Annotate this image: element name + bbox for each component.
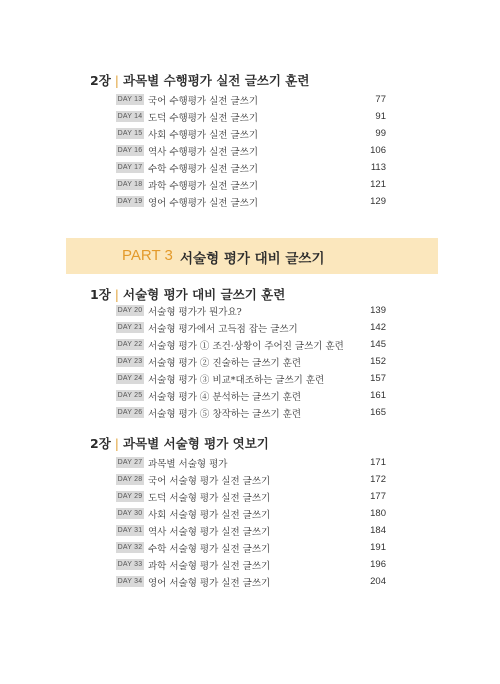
page-number: 77 <box>375 94 386 105</box>
day-badge: DAY 15 <box>117 130 143 137</box>
page-number: 184 <box>370 525 386 536</box>
toc-entry <box>116 108 386 125</box>
toc-entry <box>116 556 386 573</box>
toc-entry <box>116 302 386 319</box>
entry-title: 사회 서술형 평가 실전 글쓰기 <box>148 509 271 521</box>
toc-entry <box>116 471 386 488</box>
toc-entry <box>116 404 386 421</box>
entry-title: 과학 서술형 평가 실전 글쓰기 <box>148 560 271 572</box>
day-badge: DAY 18 <box>117 181 143 188</box>
page-number: 177 <box>370 491 386 502</box>
day-badge: DAY 14 <box>117 113 143 120</box>
day-badge: DAY 33 <box>117 561 143 568</box>
toc-entry <box>116 522 386 539</box>
entry-title: 과목별 서술형 평가 <box>148 458 228 470</box>
day-badge: DAY 23 <box>117 358 143 365</box>
chapter-title: 과목별 서술형 평가 엿보기 <box>123 436 269 451</box>
chapter-heading <box>90 434 269 454</box>
chapter-heading <box>90 71 309 91</box>
day-badge: DAY 27 <box>117 459 143 466</box>
toc-entry <box>116 193 386 210</box>
toc-entry <box>116 142 386 159</box>
entry-title: 서술형 평가 ① 조건·상황이 주어진 글쓰기 훈련 <box>148 340 344 352</box>
toc-entry <box>116 387 386 404</box>
day-badge: DAY 24 <box>117 375 143 382</box>
toc-entry <box>116 176 386 193</box>
day-badge: DAY 25 <box>117 392 143 399</box>
page-number: 171 <box>370 457 386 468</box>
entry-title: 서술형 평가 ④ 분석하는 글쓰기 훈련 <box>148 391 302 403</box>
entry-title: 서술형 평가 ② 진술하는 글쓰기 훈련 <box>148 357 302 369</box>
part-label: PART 3 <box>122 247 173 264</box>
entry-title: 서술형 평가가 뭔가요? <box>148 306 242 318</box>
entry-title: 서술형 평가 ③ 비교*대조하는 글쓰기 훈련 <box>148 374 325 386</box>
page-number: 106 <box>370 145 386 156</box>
page-number: 129 <box>370 196 386 207</box>
toc-entry <box>116 505 386 522</box>
chapter-number: 2장 <box>90 73 111 88</box>
part-title: 서술형 평가 대비 글쓰기 <box>180 251 325 267</box>
entry-title: 도덕 서술형 평가 실전 글쓰기 <box>148 492 271 504</box>
entry-title: 과학 수행평가 실전 글쓰기 <box>148 180 259 192</box>
page-number: 121 <box>370 179 386 190</box>
entry-title: 역사 서술형 평가 실전 글쓰기 <box>148 526 271 538</box>
page-number: 142 <box>370 322 386 333</box>
entry-title: 영어 서술형 평가 실전 글쓰기 <box>148 577 271 589</box>
entry-title: 수학 수행평가 실전 글쓰기 <box>148 163 259 175</box>
day-badge: DAY 21 <box>117 324 143 331</box>
day-badge: DAY 29 <box>117 493 143 500</box>
day-badge: DAY 32 <box>117 544 143 551</box>
entry-title: 영어 수행평가 실전 글쓰기 <box>148 197 259 209</box>
page-number: 139 <box>370 305 386 316</box>
toc-entry <box>116 336 386 353</box>
page-number: 165 <box>370 407 386 418</box>
day-badge: DAY 19 <box>117 198 143 205</box>
toc-entry <box>116 91 386 108</box>
page-number: 180 <box>370 508 386 519</box>
toc-list <box>116 454 386 590</box>
page-number: 191 <box>370 542 386 553</box>
toc-entry <box>116 539 386 556</box>
entry-title: 서술형 평가 ⑤ 창작하는 글쓰기 훈련 <box>148 408 302 420</box>
entry-title: 역사 수행평가 실전 글쓰기 <box>148 146 259 158</box>
toc-entry <box>116 573 386 590</box>
day-badge: DAY 28 <box>117 476 143 483</box>
divider: | <box>114 436 119 451</box>
toc-entry <box>116 319 386 336</box>
chapter-title: 서술형 평가 대비 글쓰기 훈련 <box>123 287 286 302</box>
toc-entry <box>116 125 386 142</box>
toc-entry <box>116 370 386 387</box>
day-badge: DAY 13 <box>117 96 143 103</box>
page-number: 145 <box>370 339 386 350</box>
toc-list <box>116 91 386 210</box>
divider: | <box>114 287 119 302</box>
page-number: 172 <box>370 474 386 485</box>
toc-entry <box>116 454 386 471</box>
day-badge: DAY 30 <box>117 510 143 517</box>
day-badge: DAY 16 <box>117 147 143 154</box>
day-badge: DAY 22 <box>117 341 143 348</box>
chapter-number: 1장 <box>90 287 111 302</box>
divider: | <box>114 73 119 88</box>
toc-entry <box>116 353 386 370</box>
page-number: 152 <box>370 356 386 367</box>
page-number: 99 <box>375 128 386 139</box>
day-badge: DAY 34 <box>117 578 143 585</box>
day-badge: DAY 26 <box>117 409 143 416</box>
part-banner <box>66 238 438 274</box>
entry-title: 수학 서술형 평가 실전 글쓰기 <box>148 543 271 555</box>
day-badge: DAY 20 <box>117 307 143 314</box>
day-badge: DAY 17 <box>117 164 143 171</box>
entry-title: 국어 서술형 평가 실전 글쓰기 <box>148 475 271 487</box>
page-number: 204 <box>370 576 386 587</box>
entry-title: 사회 수행평가 실전 글쓰기 <box>148 129 259 141</box>
toc-entry <box>116 488 386 505</box>
toc-entry <box>116 159 386 176</box>
entry-title: 도덕 수행평가 실전 글쓰기 <box>148 112 259 124</box>
toc-list <box>116 302 386 421</box>
chapter-title: 과목별 수행평가 실전 글쓰기 훈련 <box>123 73 310 88</box>
day-badge: DAY 31 <box>117 527 143 534</box>
page-number: 161 <box>370 390 386 401</box>
page-number: 91 <box>375 111 386 122</box>
page-number: 113 <box>370 162 386 173</box>
entry-title: 국어 수행평가 실전 글쓰기 <box>148 95 259 107</box>
page-number: 157 <box>370 373 386 384</box>
page-number: 196 <box>370 559 386 570</box>
chapter-number: 2장 <box>90 436 111 451</box>
entry-title: 서술형 평가에서 고득점 잡는 글쓰기 <box>148 323 298 335</box>
